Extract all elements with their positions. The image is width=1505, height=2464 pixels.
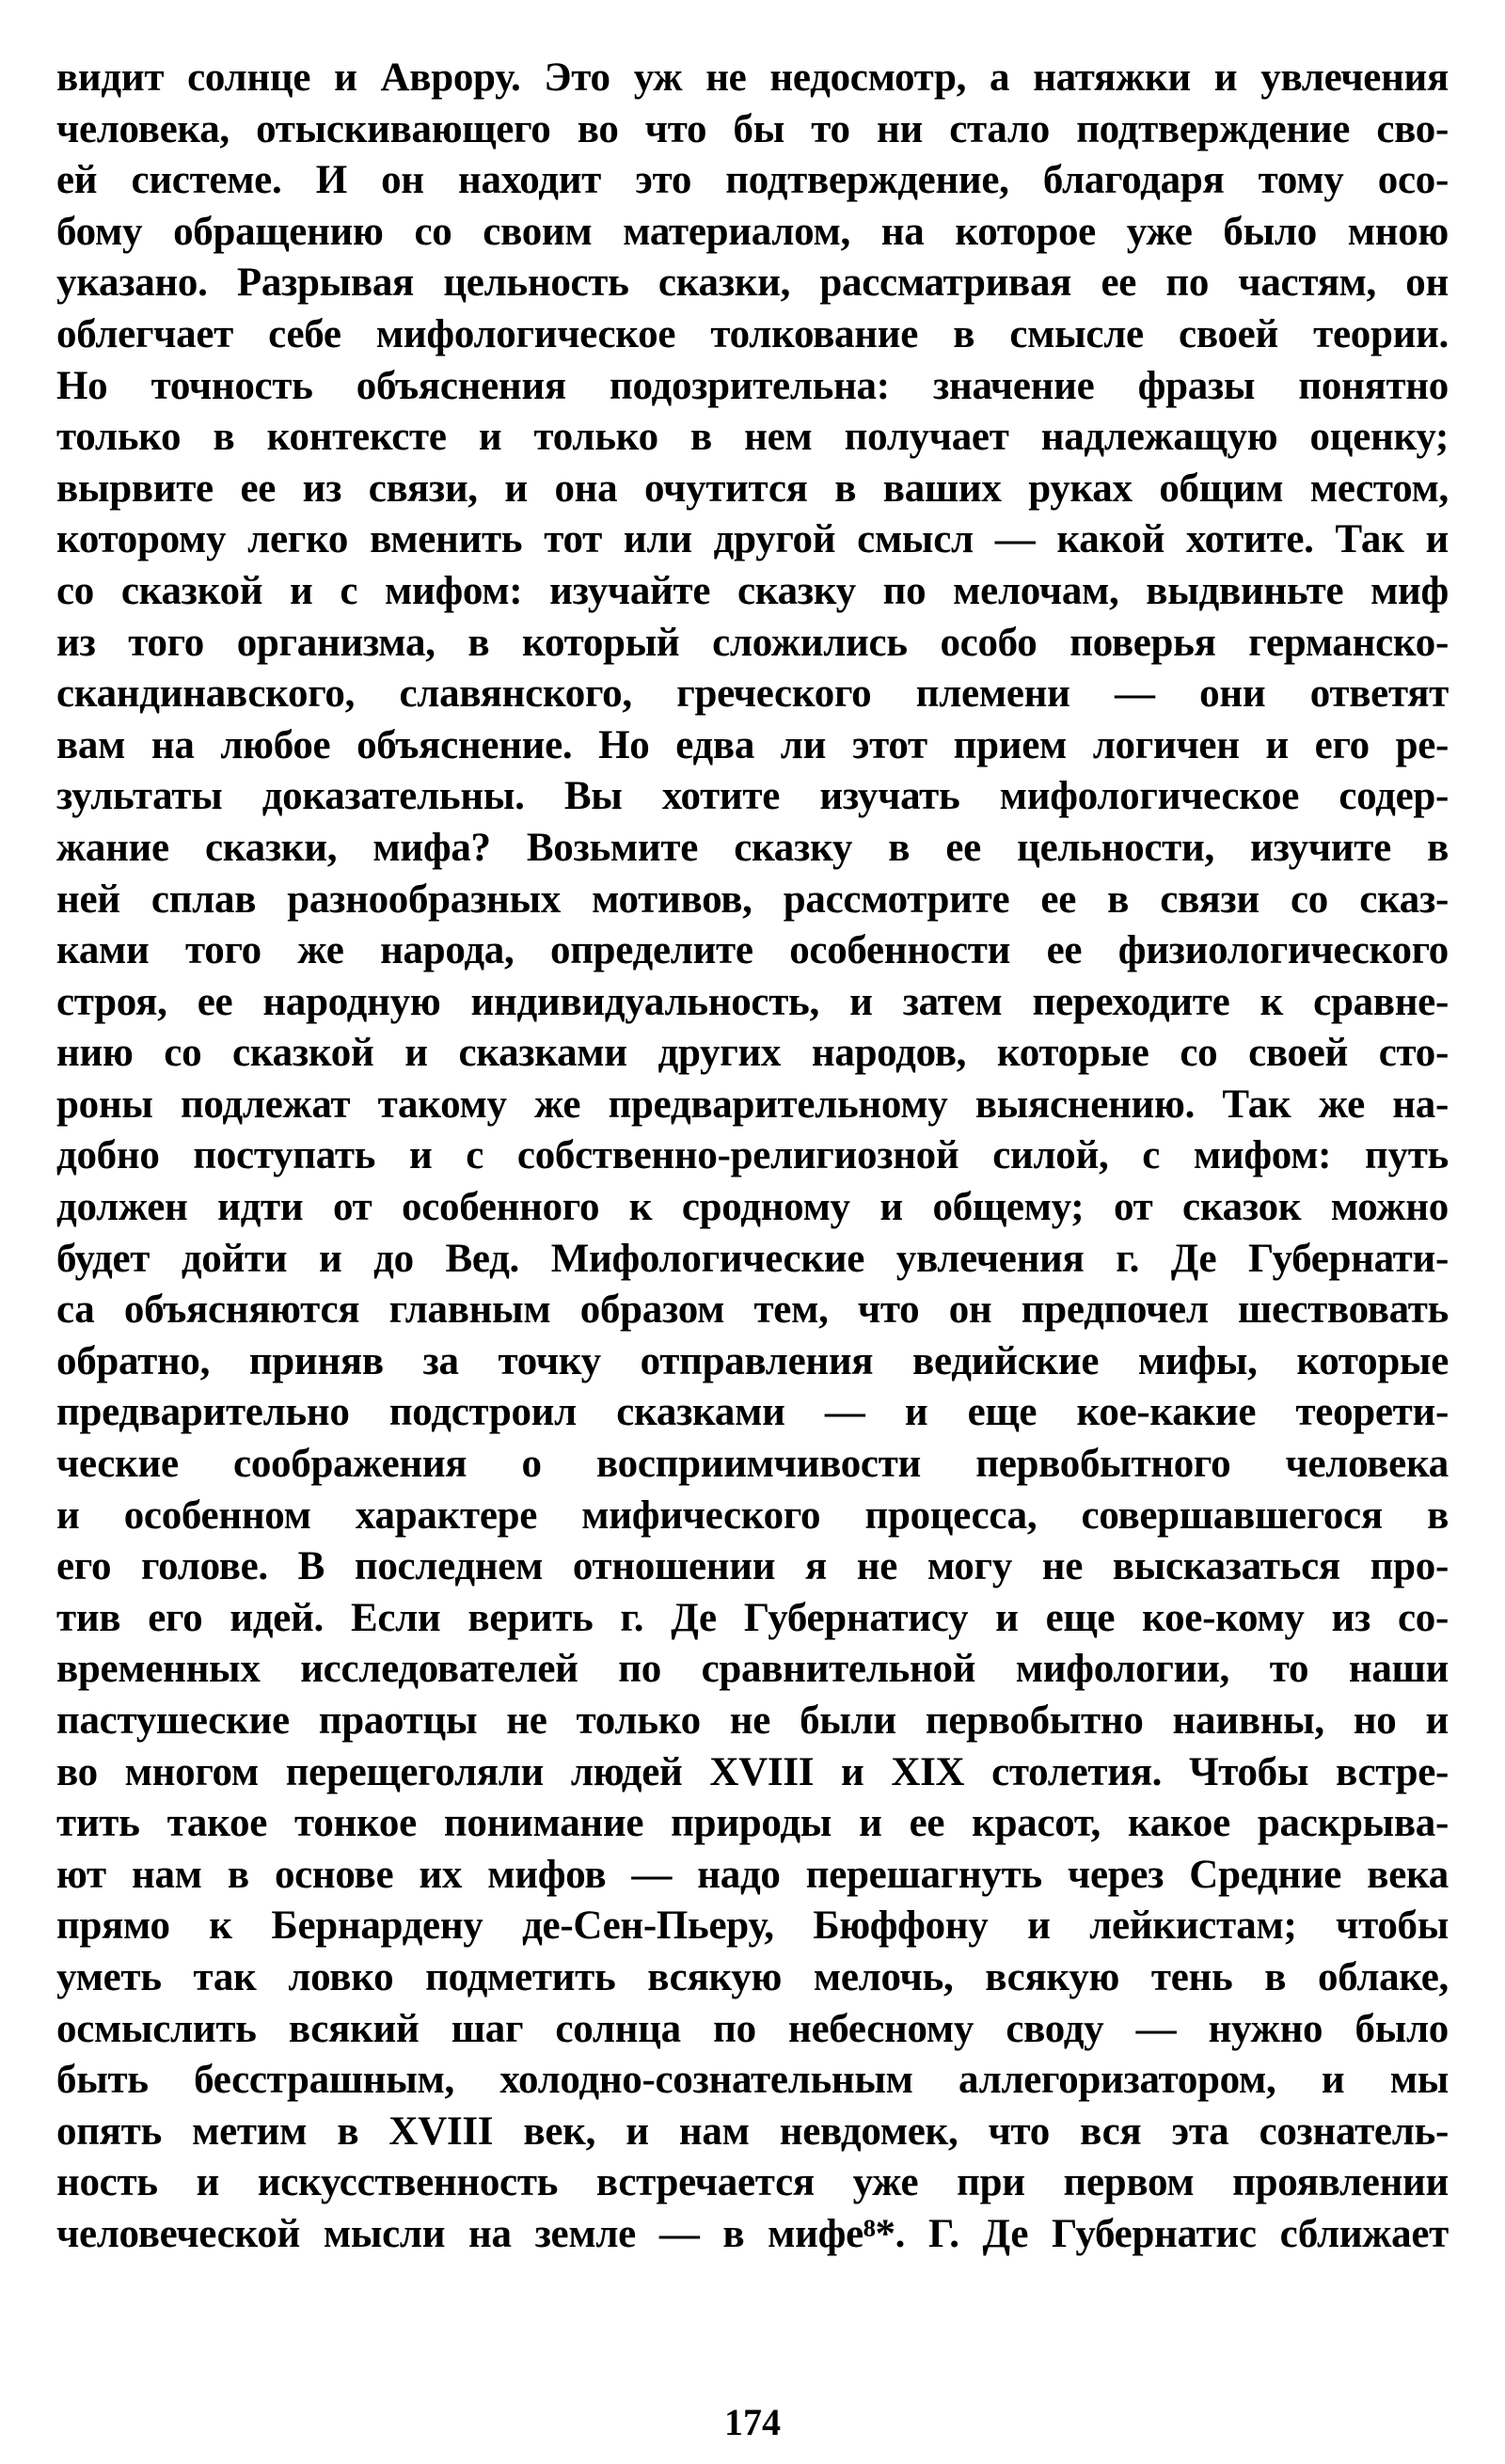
- text-line: скандинавского, славянского, греческого племени — они ответят: [56, 671, 1449, 717]
- text-line: зультаты доказательны. Вы хотите изучать мифологическое содер-: [56, 774, 1449, 819]
- text-line: вам на любое объяснение. Но едва ли этот прием логичен и его ре-: [56, 722, 1449, 767]
- text-line: должен идти от особенного к сродному и общему; от сказок можно: [56, 1185, 1449, 1230]
- text-line: во многом перещеголяли людей XVIII и XIX столетия. Чтобы встре-: [56, 1749, 1449, 1794]
- text-line: со сказкой и с мифом: изучайте сказку по мелочам, выдвиньте миф: [56, 568, 1449, 613]
- text-line: которому легко вменить тот или другой смысл — какой хотите. Так и: [56, 517, 1449, 562]
- text-line: бому обращению со своим материалом, на которое уже было мною: [56, 209, 1449, 254]
- page-text-block: [56, 53, 1449, 2261]
- text-line: и особенном характере мифического процесса, совершавшегося в: [56, 1493, 1449, 1538]
- text-line: пастушеские праотцы не только не были первобытно наивны, но и: [56, 1698, 1449, 1743]
- text-line: ческие соображения о восприимчивости первобытного человека: [56, 1442, 1449, 1487]
- text-line: са объясняются главным образом тем, что он предпочел шествовать: [56, 1287, 1449, 1333]
- text-line: уметь так ловко подметить всякую мелочь, всякую тень в облаке,: [56, 1954, 1449, 1999]
- text-line: будет дойти и до Вед. Мифологические увлечения г. Де Губернати-: [56, 1236, 1449, 1281]
- text-line: ней сплав разнообразных мотивов, рассмотрите ее в связи со сказ-: [56, 877, 1449, 922]
- text-line: тив его идей. Если верить г. Де Губернатису и еще кое-кому из со-: [56, 1595, 1449, 1640]
- text-line: жание сказки, мифа? Возьмите сказку в ее цельности, изучите в: [56, 825, 1449, 870]
- text-line: вырвите ее из связи, и она очутится в ваших руках общим местом,: [56, 466, 1449, 511]
- text-line: быть бесстрашным, холодно-сознательным аллегоризатором, и мы: [56, 2058, 1449, 2103]
- text-line: ность и искусственность встречается уже при первом проявлении: [56, 2160, 1449, 2205]
- text-line: предварительно подстроил сказками — и еще кое-какие теорети-: [56, 1390, 1449, 1435]
- text-line: обратно, приняв за точку отправления ведийские мифы, которые: [56, 1338, 1449, 1383]
- text-line: опять метим в XVIII век, и нам невдомек, что вся эта сознатель-: [56, 2109, 1449, 2154]
- text-line: ками того же народа, определите особенности ее физиологического: [56, 928, 1449, 973]
- text-line: роны подлежат такому же предварительному выяснению. Так же на-: [56, 1082, 1449, 1127]
- text-line: ют нам в основе их мифов — надо перешагнуть через Средние века: [56, 1852, 1449, 1897]
- text-line: прямо к Бернардену де-Сен-Пьеру, Бюффону и лейкистам; чтобы: [56, 1903, 1449, 1949]
- text-line: облегчает себе мифологическое толкование в смысле своей теории.: [56, 311, 1449, 356]
- text-line: строя, ее народную индивидуальность, и затем переходите к сравне-: [56, 979, 1449, 1024]
- text-line: указано. Разрывая цельность сказки, рассматривая ее по частям, он: [56, 261, 1449, 306]
- text-line: тить такое тонкое понимание природы и ее красот, какое раскрыва-: [56, 1801, 1449, 1846]
- text-line: его голове. В последнем отношении я не могу не высказаться про-: [56, 1544, 1449, 1589]
- text-line: только в контексте и только в нем получает надлежащую оценку;: [56, 415, 1449, 460]
- text-line: ей системе. И он находит это подтверждение, благодаря тому осо-: [56, 158, 1449, 203]
- text-line: человеческой мысли на земле — в мифе⁸*. Г. Де Губернатис сближает: [56, 2211, 1449, 2256]
- text-line: видит солнце и Аврору. Это уж не недосмотр, а натяжки и увлечения: [56, 55, 1449, 100]
- text-line: нию со сказкой и сказками других народов, которые со своей сто-: [56, 1031, 1449, 1076]
- page-number: 174: [724, 2401, 781, 2443]
- text-line: добно поступать и с собственно-религиозной силой, с мифом: путь: [56, 1133, 1449, 1178]
- text-line: осмыслить всякий шаг солнца по небесному своду — нужно было: [56, 2006, 1449, 2051]
- text-line: временных исследователей по сравнительной мифологии, то наши: [56, 1647, 1449, 1692]
- text-line: Но точность объяснения подозрительна: значение фразы понятно: [56, 363, 1449, 408]
- text-line: человека, отыскивающего во что бы то ни стало подтверждение сво-: [56, 106, 1449, 151]
- text-line: из того организма, в который сложились особо поверья германско-: [56, 620, 1449, 665]
